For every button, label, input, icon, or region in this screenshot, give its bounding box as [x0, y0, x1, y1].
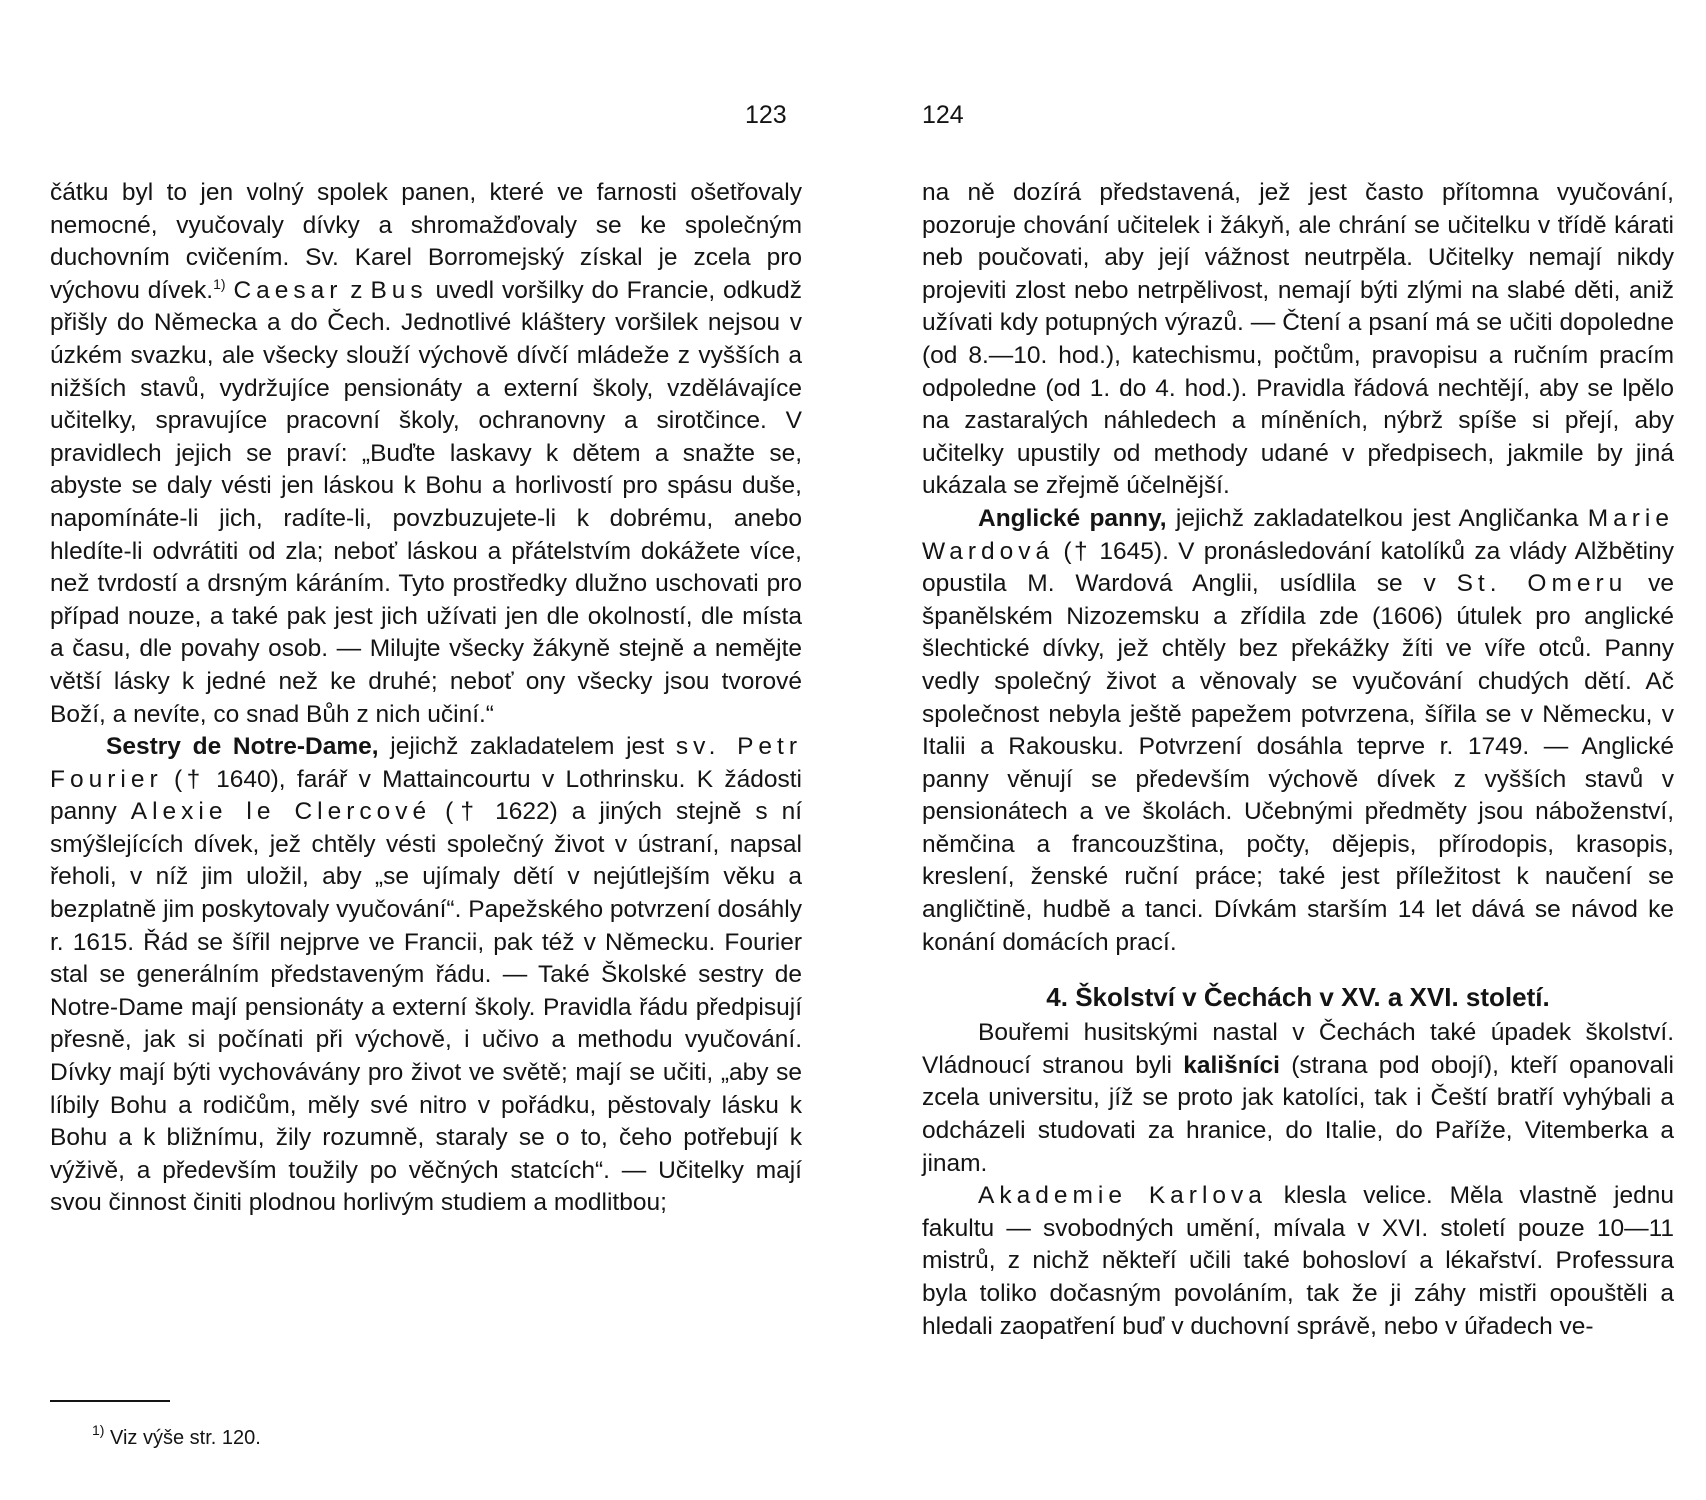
right-column	[922, 177, 1674, 1343]
spaced-name: Caesar	[233, 276, 343, 304]
section-term: Anglické panny,	[978, 504, 1167, 532]
page-number-right: 124	[922, 101, 964, 129]
section-heading: 4. Školství v Čechách v XV. a XVI. století.	[1046, 982, 1550, 1013]
paragraph-ursulines: čátku byl to jen volný spolek panen, které ve farnosti ošetřovaly nemocné, vyučovaly dívky a shromažďovaly se ke společným duchovním cvičením. Sv. Karel Borromejský získal je zcela pro výchovu dívek.$^{1)}$ Caesar z Bus uvedl voršilky do Francie, odkudž přišly do Německa a do Čech. Jednotlivé kláštery voršilek nejsou v úzkém svazku, ale všecky slouží výchově dívčí mládeže z vyšších a nižších stavů, vydržujíce pensionáty a externí školy, vzdělávajíce učitelky, spravujíce pracovní školy, ochranovny a sirotčince. V pravidlech jejich se praví: „Buďte laskavy k dětem a snažte se, abyste se daly vésti jen láskou k Bohu a horlivostí pro spásu duše, napomínáte-li jich, radíte-li, povzbuzujete-li k dobrému, anebo hledíte-li odvrátiti od zla; neboť láskou a přátelstvím dokážete více, než tvrdostí a drsným káráním. Tyto prostředky dlužno uschovati pro případ nouze, a také pak jest jich užívati jen dle okolností, dle místa a času, dle povahy osob. — Milujte všecky žákyně stejně a nemějte větší lásky k jedné než ke druhé; neboť ony všecky jsou tvorové Boží, a nevíte, co snad Bůh z nich učiní.“	[50, 179, 802, 728]
paragraph-charles-academy: Akademie Karlova klesla velice. Měla vlastně jednu fakultu — svobodných umění, mívala v XVI. století pouze 10—11 mistrů, z nichž někteří učili také bohosloví a lékařství. Professura byla toliko dočasným povoláním, tak že ji záhy mistři opouštěli a hledali zaopatření buď v duchovní správě, nebo v úřadech ve-	[922, 1182, 1674, 1340]
section-term: kališníci	[1183, 1051, 1280, 1079]
spaced-name: Akademie Karlova	[978, 1182, 1267, 1210]
paragraph-hussite-wars: Bouřemi husitskými nastal v Čechách také úpadek školství. Vládnoucí stranou byli kališníci (strana pod obojí), kteří opanovali zcela universitu, jíž se proto jak katolíci, tak i Čeští bratří vyhýbali a odcházeli studovati za hranice, do Italie, do Paříže, Vitemberka a jinam.	[922, 1019, 1674, 1177]
paragraph-supervision: na ně dozírá představená, jež jest často přítomna vyučování, pozoruje chování učitelek i žákyň, ale chrání se učitelku v třídě kárati neb poučovati, aby její vážnost neutrpěla. Učitelky nemají nikdy projeviti zlost nebo netrpělivost, nemají býti zlými na slabé děti, aniž užívati kdy potupných výrazů. — Čtení a psaní má se učiti dopoledne (od 8.—10. hod.), katechismu, počtům, pravopisu a ručním pracím odpoledne (od 1. do 4. hod.). Pravidla řádová nechtějí, aby se lpělo na zastaralých náhledech a míněních, nýbrž spíše si přejí, aby učitelky upustily od methody udané v předpisech, jakmile by jiná ukázala se zřejmě účelnější.	[922, 179, 1674, 500]
page-number-left: 123	[745, 101, 787, 129]
spaced-name: Marie Wardová	[922, 504, 1674, 565]
paragraph-english-ladies: Anglické panny, jejichž zakladatelkou jest Angličanka Marie Wardová († 1645). V pronásledování katolíků za vlády Alžbětiny opustila M. Wardová Anglii, usídlila se v St. Omeru ve španělském Nizozemsku a zřídila zde (1606) útulek pro anglické šlechtické dívky, jež chtěly bez překážky žíti ve víře otců. Panny vedly společný život a věnovaly se vyučování chudých dětí. Ač společnost nebyla ještě papežem potvrzena, šířila se v Německu, v Italii a Rakousku. Potvrzení dosáhla teprve r. 1749. — Anglické panny věnují se především výchově dívek z vyšších stavů v pensionátech a ve školách. Učebnými předměty jsou náboženství, němčina a francouzština, počty, dějepis, přírodopis, krasopis, kreslení, ženské ruční práce; také jest příležitost k naučení se angličtině, hudbě a tanci. Dívkám starším 14 let dává se návod ke konání domácích prací.	[922, 504, 1675, 956]
footnote-divider	[50, 1400, 170, 1402]
footnote-reference: 1)	[213, 275, 226, 292]
spaced-name: Bus	[370, 276, 428, 304]
spaced-name: sv. Petr Fourier	[50, 733, 803, 793]
paragraph-notre-dame: Sestry de Notre-Dame, jejichž zakladatelem jest sv. Petr Fourier († 1640), farář v Mattaincourtu v Lothrinsku. K žádosti panny Alexie le Clercové († 1622) a jiných stejně s ní smýšlejících dívek, jež chtěly vésti společný život v ústraní, napsal řeholi, v níž jim uložil, aby „se ujímaly dětí v nejútlejším věku a bezplatně jim poskytovaly vyučování“. Papežského potvrzení dosáhly r. 1615. Řád se šířil nejprve ve Francii, pak též v Německu. Fourier stal se generálním představeným řádu. — Také Školské sestry de Notre-Dame mají pensionáty a externí školy. Pravidla řádu předpisují přesně, jak si počínati při výchově, i učivo a methodu vyučování. Dívky mají býti vychovávány pro život ve světě; mají se učiti, „aby se líbily Bohu a rodičům, měly své nitro v pořádku, pěstovaly lásku k Bohu a k bližnímu, žily rozumně, staraly se o to, čeho potřebují k výživě, a především toužily po věčných statcích“. — Učitelky mají svou činnost činiti plodnou horlivým studiem a modlitbou;	[50, 733, 803, 1217]
spaced-name: Alexie le Clercové	[130, 798, 432, 826]
spaced-name: St. Omeru	[1456, 570, 1628, 598]
footnote: $^{1)}$ Viz výše str. 120.	[92, 1422, 261, 1449]
section-term: Sestry de Notre-Dame,	[106, 733, 379, 761]
left-column	[50, 177, 802, 1220]
